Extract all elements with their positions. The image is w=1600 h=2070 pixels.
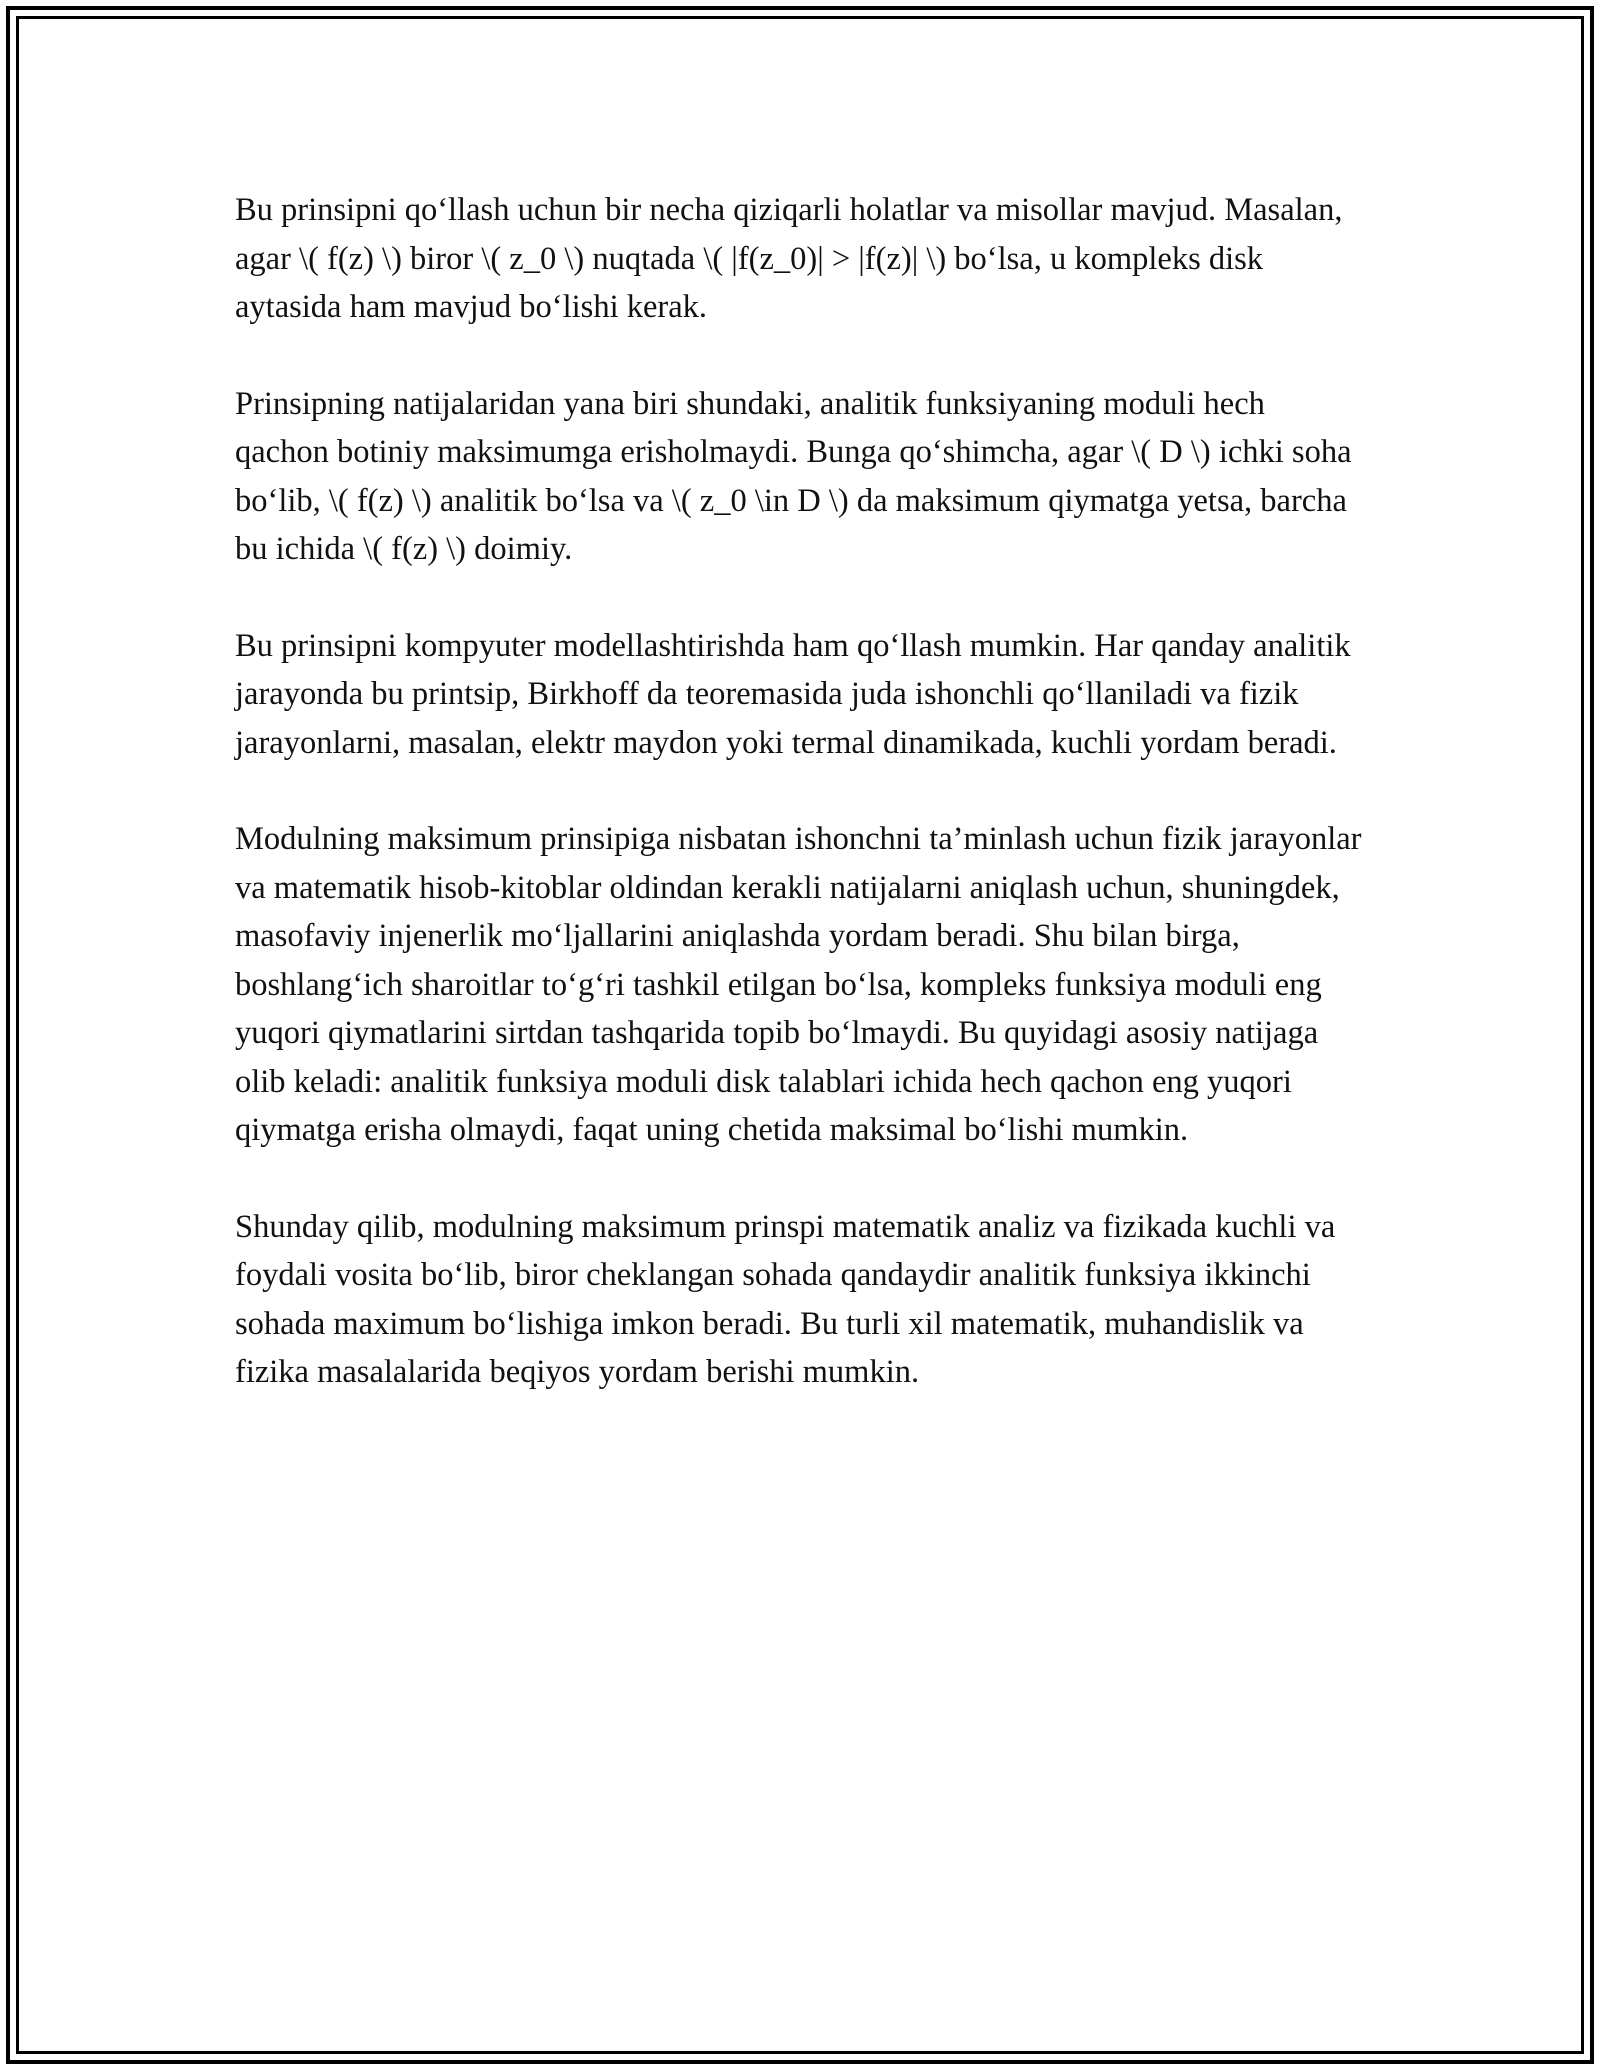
paragraph-3: Bu prinsipni kompyuter modellashtirishda ham qo‘llash mumkin. Har qanday analitik jarayonda bu printsip, Birkhoff da teoremasida juda ishonchli qo‘llaniladi va fizik jarayonlarni, masalan, elektr maydon yoki termal dinamikada, kuchli yordam beradi.	[235, 627, 1351, 761]
paragraph-1: Bu prinsipni qo‘llash uchun bir necha qiziqarli holatlar va misollar mavjud. Masalan, agar \( f(z) \) biror \( z_0 \) nuqtada \( |f(z_0)| > |f(z)| \) bo‘lsa, u kompleks disk aytasida ham mavjud bo‘lishi kerak.	[235, 192, 1343, 325]
paragraph-2: Prinsipning natijalaridan yana biri shundaki, analitik funksiyaning moduli hech qachon botiniy maksimumga erisholmaydi. Bunga qo‘shimcha, agar \( D \) ichki soha bo‘lib, \( f(z) \) analitik bo‘lsa va \( z_0 \in D \) da maksimum qiymatga yetsa, barcha bu ichida \( f(z) \) doimiy.	[235, 385, 1352, 567]
paragraph-4: Modulning maksimum prinsipiga nisbatan ishonchni ta’minlash uchun fizik jarayonlar va matematik hisob-kitoblar oldindan kerakli natijalarni aniqlash uchun, shuningdek, masofaviy injenerlik mo‘ljallarini aniqlashda yordam beradi. Shu bilan birga, boshlang‘ich sharoitlar to‘g‘ri tashkil etilgan bo‘lsa, kompleks funksiya moduli eng yuqori qiymatlarini sirtdan tashqarida topib bo‘lmaydi. Bu quyidagi asosiy natijaga olib keladi: analitik funksiya moduli disk talablari ichida hech qachon eng yuqori qiymatga erisha olmaydi, faqat uning chetida maksimal bo‘lishi mumkin.	[235, 821, 1362, 1148]
paragraph-5: Shunday qilib, modulning maksimum prinspi matematik analiz va fizikada kuchli va foydali vosita bo‘lib, biror cheklangan sohada qandaydir analitik funksiya ikkinchi sohada maximum bo‘lishiga imkon beradi. Bu turli xil matematik, muhandislik va fizika masalalarida beqiyos yordam berishi mumkin.	[235, 1208, 1336, 1390]
document-body	[235, 186, 1365, 1397]
